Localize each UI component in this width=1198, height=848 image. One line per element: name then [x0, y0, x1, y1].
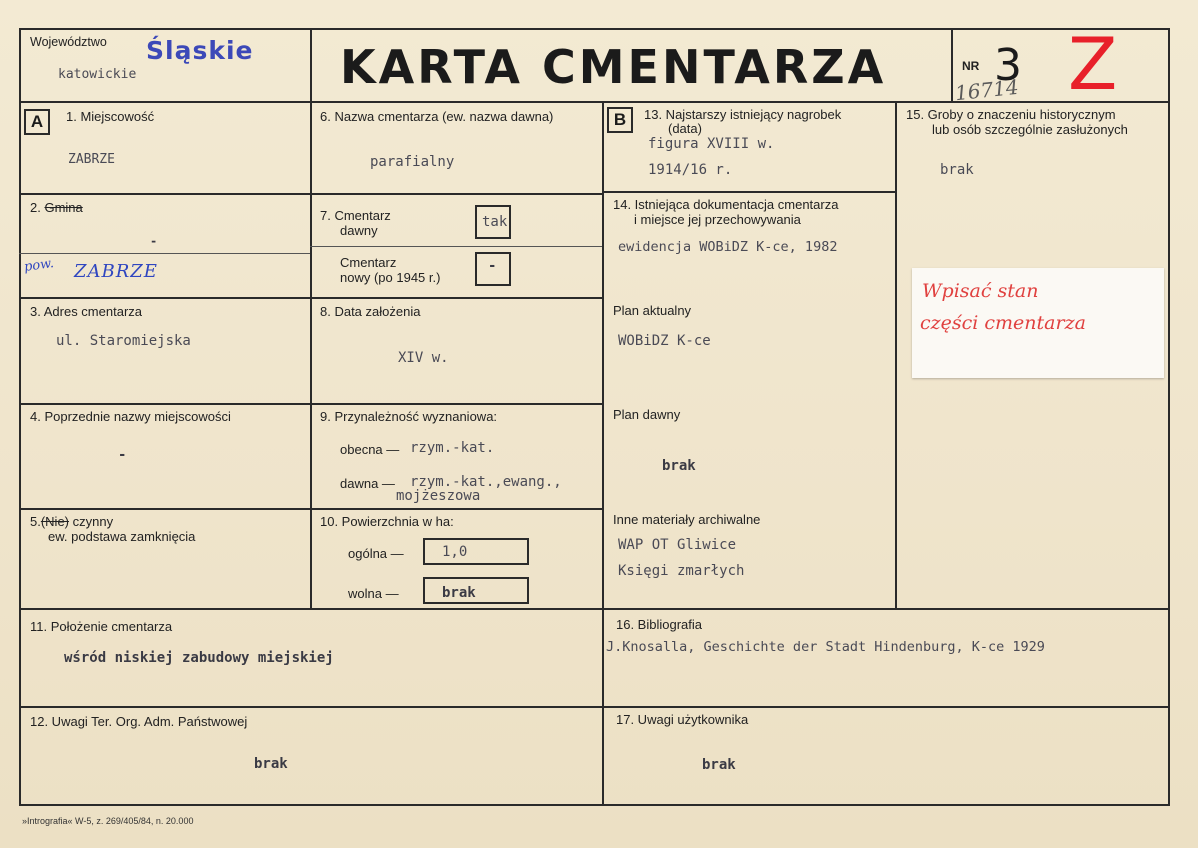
field14-label: 14. Istniejąca dokumentacja cmentarza	[613, 197, 839, 212]
nr-handwritten: 16714	[953, 74, 1020, 106]
field10-total-box	[423, 538, 529, 565]
field10-free-box	[423, 577, 529, 604]
plan-old-value: brak	[662, 458, 696, 474]
note-sticker	[912, 268, 1164, 378]
divider-mid	[602, 101, 604, 805]
field5-label-line2: ew. podstawa zamknięcia	[48, 529, 196, 544]
field4-value: -	[118, 447, 127, 463]
field10-free-label: wolna —	[348, 586, 399, 601]
field2-label-num: 2.	[30, 200, 41, 215]
field9-label: 9. Przynależność wyznaniowa:	[320, 409, 498, 424]
divider-row3	[19, 403, 602, 405]
field16-value: J.Knosalla, Geschichte der Stadt Hindenburg, K-ce 1929	[606, 639, 1045, 655]
category-mark: Z	[1068, 22, 1118, 106]
field2-hand-prefix: pow.	[23, 255, 55, 276]
field9-former-value2: mojżeszowa	[396, 488, 481, 504]
field16-label: 16. Bibliografia	[616, 617, 702, 632]
field5-label-num: 5.	[30, 514, 41, 529]
field13-value: figura XVIII w.	[648, 136, 775, 152]
divider-gmina	[19, 253, 310, 254]
sticker-line2: części cmentarza	[920, 312, 1086, 334]
field2-hand-value: ZABRZE	[74, 261, 158, 282]
field12-value: brak	[254, 756, 288, 772]
field17-value: brak	[702, 757, 736, 773]
divider-nr	[951, 28, 953, 102]
field5-label	[30, 514, 113, 529]
plan-current-label: Plan aktualny	[613, 303, 692, 318]
divider-col-a	[310, 28, 312, 610]
field17-label: 17. Uwagi użytkownika	[616, 712, 749, 727]
other-materials-label: Inne materiały archiwalne	[613, 512, 761, 527]
field7-label: 7. Cmentarz	[320, 208, 391, 223]
voivodeship-stamp: Śląskie	[146, 36, 254, 65]
card-title: KARTA CMENTARZA	[340, 40, 887, 94]
field9-former-label: dawna —	[340, 476, 395, 491]
field2-label	[30, 200, 83, 215]
field13-label2: (data)	[668, 121, 702, 136]
field15-value: brak	[940, 162, 974, 178]
divider-row2	[19, 297, 602, 299]
field7-label2: dawny	[340, 223, 378, 238]
field7b-label2: nowy (po 1945 r.)	[340, 270, 441, 285]
divider-header	[19, 101, 1170, 103]
voivodeship-label: Województwo	[30, 35, 107, 49]
field1-value: ZABRZE	[68, 152, 115, 167]
field15-label2: lub osób szczególnie zasłużonych	[932, 122, 1128, 137]
field9-current-value: rzym.-kat.	[410, 440, 495, 456]
nr-value: 3	[994, 40, 1022, 91]
field13-label: 13. Najstarszy istniejący nagrobek	[644, 107, 842, 122]
printer-footer: »Intrografia« W-5, z. 269/405/84, n. 20.000	[22, 816, 194, 826]
field4-label: 4. Poprzednie nazwy miejscowości	[30, 409, 231, 424]
field14-value: ewidencja WOBiDZ K-ce, 1982	[618, 239, 838, 255]
divider-cmentarz	[310, 246, 602, 247]
field10-total-value: 1,0	[442, 544, 468, 560]
field15-label: 15. Groby o znaczeniu historycznym	[906, 107, 1116, 122]
divider-col-15	[895, 101, 897, 609]
field8-label: 8. Data założenia	[320, 304, 421, 319]
divider-row5	[19, 608, 1170, 610]
sticker-line1: Wpisać stan	[922, 280, 1039, 302]
other-materials-value: WAP OT Gliwice	[618, 537, 737, 553]
field12-label: 12. Uwagi Ter. Org. Adm. Państwowej	[30, 714, 248, 729]
field9-current-label: obecna —	[340, 442, 400, 457]
field11-value: wśród niskiej zabudowy miejskiej	[64, 650, 334, 666]
field2-dash: -	[150, 234, 158, 248]
voivodeship-old: katowickie	[58, 67, 137, 82]
section-b-box: B	[607, 107, 633, 133]
divider-row1	[19, 193, 602, 195]
field5-label-strike: (Nie)	[40, 514, 70, 529]
divider-row6	[19, 706, 1170, 708]
field7b-label: Cmentarz	[340, 255, 397, 270]
divider-row4	[19, 508, 602, 510]
field6-value: parafialny	[370, 154, 455, 170]
field10-label: 10. Powierzchnia w ha:	[320, 514, 454, 529]
field13-value2: 1914/16 r.	[648, 162, 733, 178]
field3-value: ul. Staromiejska	[56, 333, 191, 349]
plan-old-label: Plan dawny	[613, 407, 681, 422]
field7b-value: -	[488, 258, 497, 274]
field11-label: 11. Położenie cmentarza	[30, 619, 173, 634]
field10-total-label: ogólna —	[348, 546, 404, 561]
field7-value: tak	[482, 214, 508, 230]
plan-current-value: WOBiDZ K-ce	[618, 333, 711, 349]
field3-label: 3. Adres cmentarza	[30, 304, 142, 319]
field10-free-value: brak	[442, 585, 476, 601]
field1-label: 1. Miejscowość	[66, 109, 155, 124]
field8-value: XIV w.	[398, 350, 449, 366]
nr-label: NR	[962, 59, 980, 73]
divider-f13	[602, 191, 895, 193]
field9-former-value: rzym.-kat.,ewang.,	[410, 474, 562, 490]
section-a-box: A	[24, 109, 50, 135]
other-materials-value2: Księgi zmarłych	[618, 563, 745, 579]
field2-label-text: Gmina	[44, 200, 83, 215]
field14-label2: i miejsce jej przechowywania	[634, 212, 801, 227]
field6-label: 6. Nazwa cmentarza (ew. nazwa dawna)	[320, 109, 554, 124]
field5-label-rest: czynny	[72, 514, 114, 529]
